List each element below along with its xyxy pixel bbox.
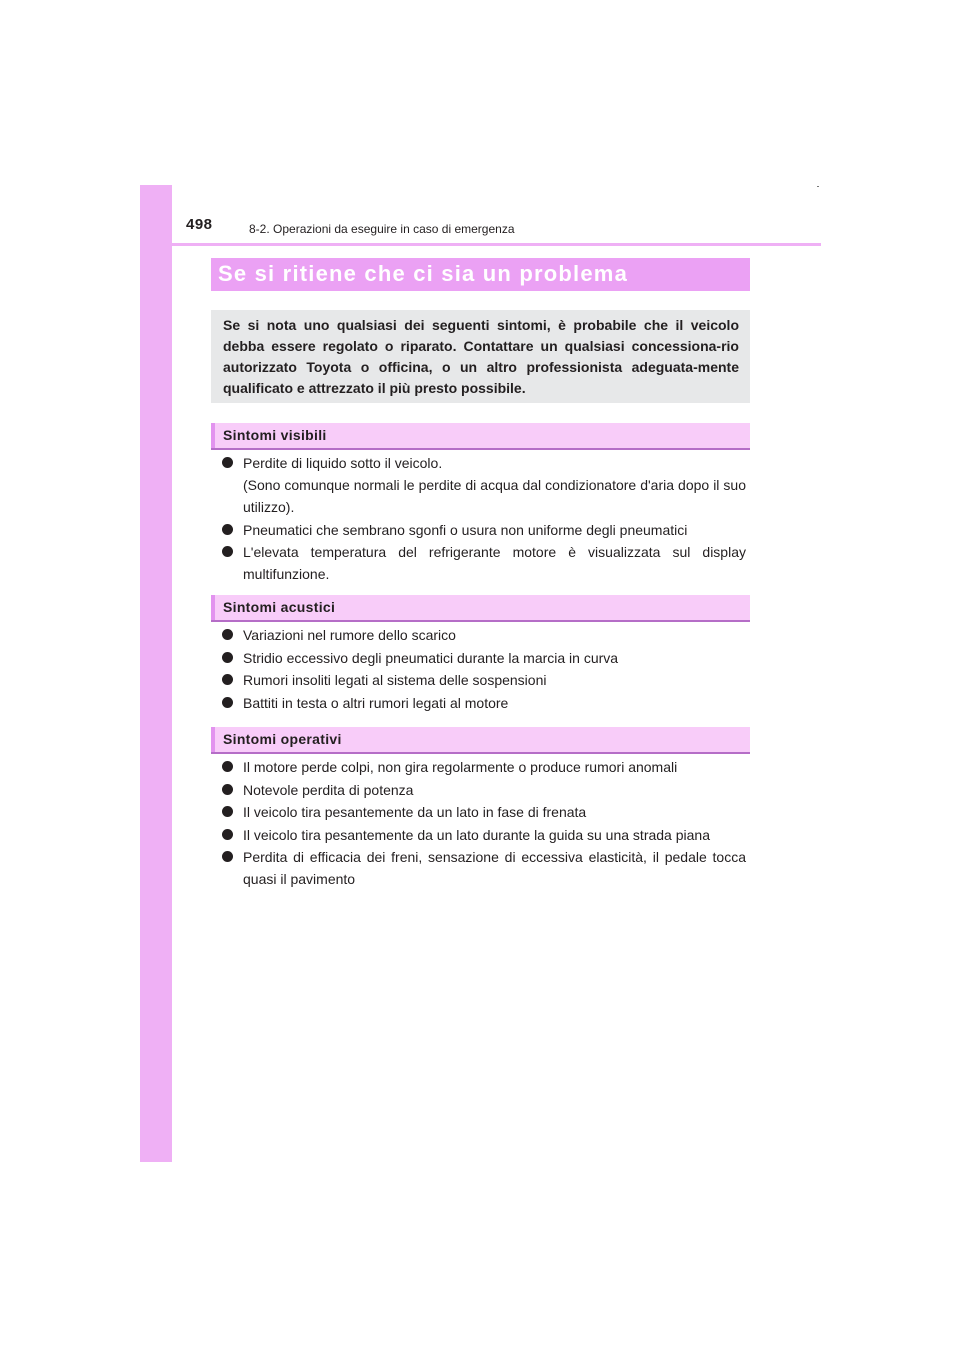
list-item	[222, 692, 746, 714]
list-item	[222, 624, 746, 646]
list-item	[222, 801, 746, 823]
list-item-text: Perdita di efficacia dei freni, sensazione di eccessiva elasticità, il pedale tocca quasi il pavimento	[243, 849, 746, 887]
list-item-text: Perdite di liquido sotto il veicolo.	[243, 455, 443, 471]
list-item-note: (Sono comunque normali le perdite di acqua dal condizionatore d'aria dopo il suo utilizzo).	[243, 477, 746, 515]
list-item-text: Stridio eccessivo degli pneumatici durante la marcia in curva	[243, 649, 619, 666]
bullet-icon	[222, 697, 233, 708]
list-item-text: Notevole perdita di potenza	[243, 781, 414, 798]
header-rule	[140, 243, 821, 246]
list-item	[222, 779, 746, 801]
list-item	[222, 669, 746, 691]
bullet-icon	[222, 761, 233, 772]
list-item	[222, 756, 746, 778]
subheader-label: Sintomi acustici	[223, 599, 336, 615]
subheader-visible-symptoms	[211, 423, 750, 450]
list-item-text: Il motore perde colpi, non gira regolarmente o produce rumori anomali	[243, 759, 678, 775]
list-item-text: Il veicolo tira pesantemente da un lato durante la guida su una strada piana	[243, 826, 710, 843]
list-item	[222, 452, 746, 518]
bullet-icon	[222, 457, 233, 468]
visible-symptoms-list	[222, 452, 746, 586]
bullet-icon	[222, 784, 233, 795]
subheader-operational-symptoms	[211, 727, 750, 754]
list-item-text: Pneumatici che sembrano sgonfi o usura non uniforme degli pneumatici	[243, 521, 688, 538]
intro-text: Se si nota uno qualsiasi dei seguenti sintomi, è probabile che il veicolo debba essere regolato o riparato. Contattare un qualsiasi concessiona-rio autorizzato Toyota o officina, o un altro professionista adeguata-mente qualificato e attrezzato il più presto possibile.	[223, 317, 739, 396]
list-item	[222, 647, 746, 669]
bullet-icon	[222, 829, 233, 840]
list-item	[222, 519, 746, 541]
list-item	[222, 541, 746, 585]
subheader-acoustic-symptoms	[211, 595, 750, 622]
section-title-bar	[211, 258, 750, 291]
bullet-icon	[222, 652, 233, 663]
list-item-text: L'elevata temperatura del refrigerante motore è visualizzata sul display multifunzione.	[243, 544, 746, 582]
list-item-text: Il veicolo tira pesantemente da un lato in fase di frenata	[243, 804, 587, 820]
subheader-label: Sintomi visibili	[223, 427, 327, 443]
acoustic-symptoms-list	[222, 624, 746, 714]
section-title: Se si ritiene che ci sia un problema	[218, 261, 629, 286]
list-item	[222, 846, 746, 890]
subheader-label: Sintomi operativi	[223, 731, 342, 747]
bullet-icon	[222, 851, 233, 862]
list-item-text: Rumori insoliti legati al sistema delle sospensioni	[243, 672, 547, 688]
chapter-title: 8-2. Operazioni da eseguire in caso di emergenza	[249, 222, 515, 236]
operational-symptoms-list	[222, 756, 746, 891]
crop-mark	[817, 186, 819, 187]
bullet-icon	[222, 546, 233, 557]
bullet-icon	[222, 806, 233, 817]
list-item	[222, 824, 746, 846]
intro-box	[211, 310, 750, 403]
bullet-icon	[222, 629, 233, 640]
page-number: 498	[186, 216, 213, 233]
bullet-icon	[222, 674, 233, 685]
list-item-text: Variazioni nel rumore dello scarico	[243, 627, 456, 643]
list-item-text: Battiti in testa o altri rumori legati al motore	[243, 694, 509, 711]
page-side-tab	[140, 185, 172, 1162]
bullet-icon	[222, 524, 233, 535]
